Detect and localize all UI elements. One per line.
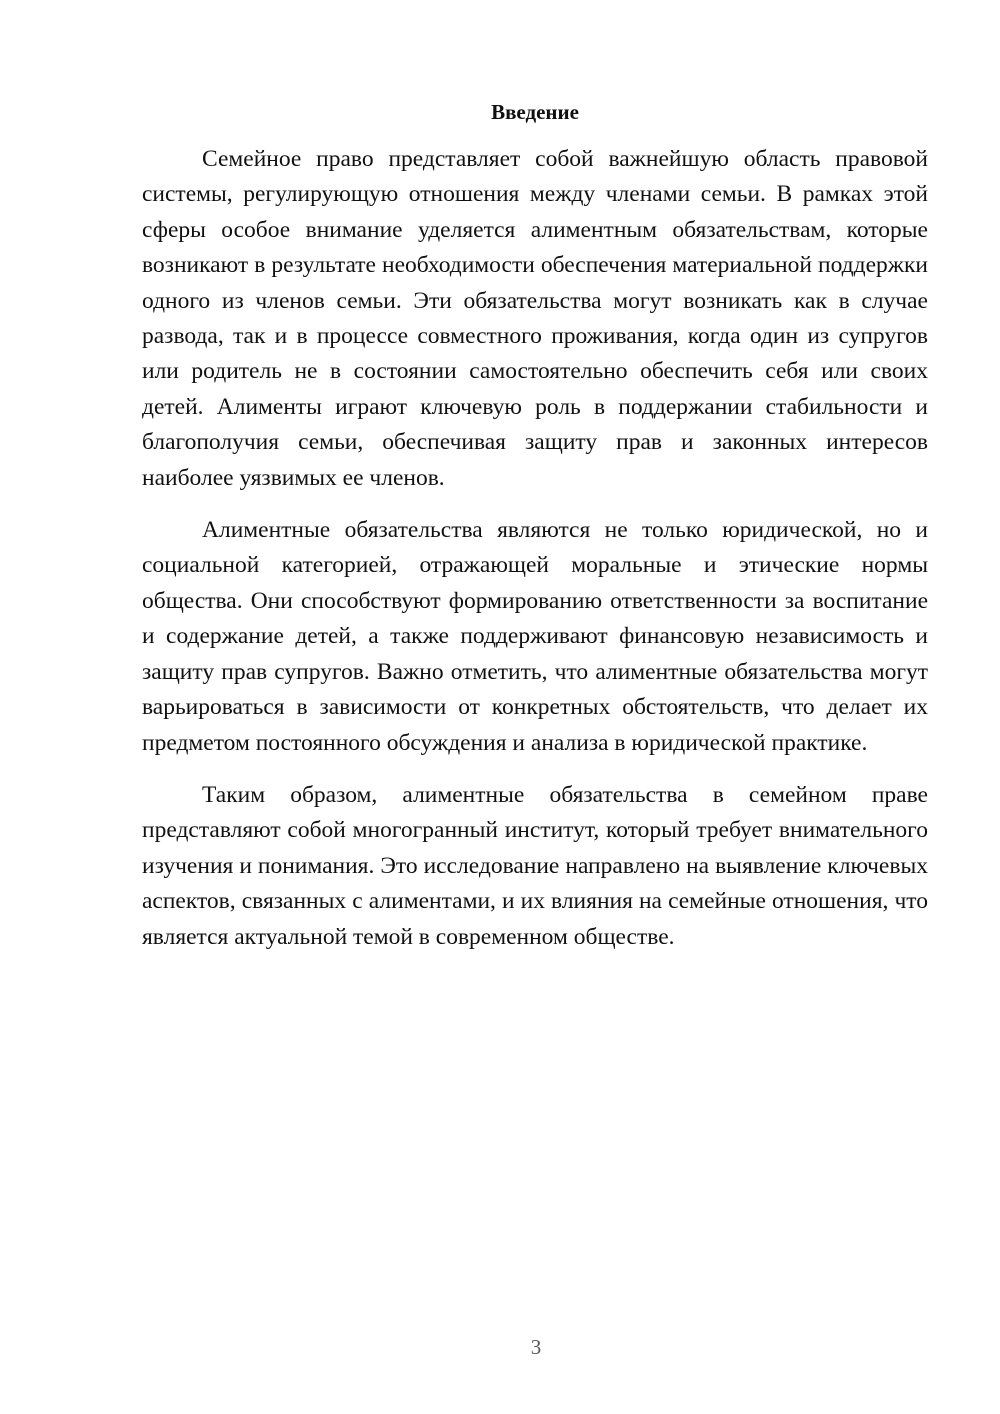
paragraph-1: Семейное право представляет собой важнейшую область правовой системы, регулирующую отношения между членами семьи. В рамках этой сферы особое внимание уделяется алиментным обязательствам, которые возникают в результате необходимости обеспечения материальной поддержки одного из членов семьи. Эти обязательства могут возникать как в случае развода, так и в процессе совместного проживания, когда один из супругов или родитель не в состоянии самостоятельно обеспечить себя или своих детей. Алименты играют ключевую роль в поддержании стабильности и благополучия семьи, обеспечивая защиту прав и законных интересов наиболее уязвимых ее членов.	[142, 146, 928, 491]
paragraph-3: Таким образом, алиментные обязательства в семейном праве представляют собой многогранный институт, который требует внимательного изучения и понимания. Это исследование направлено на выявление ключевых аспектов, связанных с алиментами, и их влияния на семейные отношения, что является актуальной темой в современном обществе.	[142, 781, 928, 950]
body-text	[142, 142, 928, 972]
section-heading: Введение	[491, 100, 579, 124]
paragraph-2: Алиментные обязательства являются не только юридической, но и социальной категорией, отражающей моральные и этические нормы общества. Они способствуют формированию ответственности за воспитание и содержание детей, а также поддерживают финансовую независимость и защиту прав супругов. Важно отметить, что алиментные обязательства могут варьироваться в зависимости от конкретных обстоятельств, что делает их предметом постоянного обсуждения и анализа в юридической практике.	[142, 517, 928, 756]
page-number: 3	[530, 1335, 542, 1359]
